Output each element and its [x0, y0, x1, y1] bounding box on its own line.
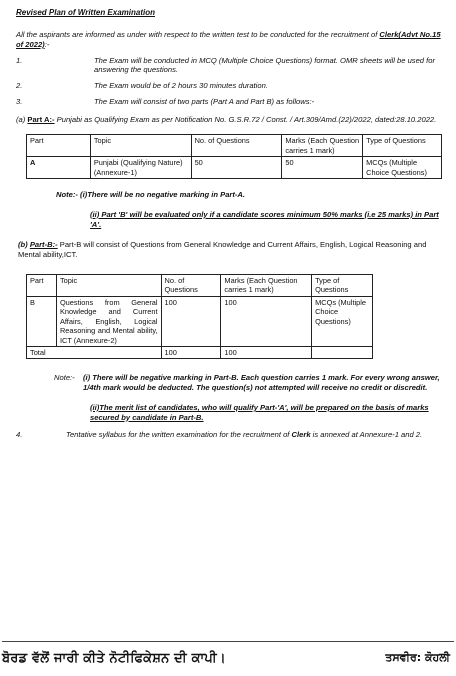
table-header-cell: Topic [56, 274, 161, 296]
table-cell: 50 [282, 157, 363, 179]
photo-credit: ਤਸਵੀਰ: ਕੋਹਲੀ [385, 651, 450, 664]
point-text: The Exam would be of 2 hours 30 minutes duration. [94, 81, 268, 91]
point-text: The Exam will be conducted in MCQ (Multiple Choice Questions) format. OMR sheets will be used for answering the questions. [94, 55, 436, 75]
table-header-cell: No. of Questions [161, 274, 221, 296]
note-body: (i) There will be negative marking in Part-B. Each question carries 1 mark. For every wrong answer, 1/4th mark would be deducted. The question(s) not attempted will receive no credit or discredit. [83, 373, 440, 393]
table-cell: Total [27, 347, 162, 359]
note-prefix: Note:- [54, 373, 75, 383]
table-cell: MCQs (Multiple Choice Questions) [363, 157, 442, 179]
table-header-cell: Topic [90, 135, 191, 157]
point-1 [14, 56, 442, 75]
table-cell: Questions from General Knowledge and Current Affairs, English, Logical Reasoning and Mental ability, ICT (Annexure-2) [56, 296, 161, 346]
point-number: 2. [16, 81, 23, 91]
document-title: Revised Plan of Written Examination [16, 8, 155, 17]
table-cell [312, 347, 373, 359]
point-4-suffix: is annexed at Annexure-1 and 2. [310, 430, 423, 440]
table-cell: 50 [191, 157, 282, 179]
table-header-cell: Marks (Each Question carries 1 mark) [221, 274, 312, 296]
table-cell: MCQs (Multiple Choice Questions) [312, 296, 373, 346]
table-header-cell: Type of Questions [363, 135, 442, 157]
table-row [27, 296, 373, 346]
table-header-cell: No. of Questions [191, 135, 282, 157]
intro-paragraph [16, 30, 442, 49]
table-cell: 100 [161, 296, 221, 346]
table-total-row [27, 347, 373, 359]
clerk-advt: Clerk(Advt No.15 of 2022) [16, 30, 441, 49]
photo-caption [0, 646, 456, 670]
table-header-cell: Part [27, 274, 57, 296]
caption-text: ਬੋਰਡ ਵੱਲੋਂ ਜਾਰੀ ਕੀਤੇ ਨੋਟੀਫਿਕੇਸ਼ਨ ਦੀ ਕਾਪੀ। [2, 650, 226, 666]
part-a-note-1: Note:- (i)There will be no negative marking in Part-A. [56, 190, 246, 200]
part-a-note-2: (ii) Part 'B' will be evaluated only if a candidate scores minimum 50% marks (i.e 25 marks) in Part 'A'. [90, 209, 439, 229]
notice-document [14, 6, 442, 440]
point-number: 1. [16, 55, 23, 65]
table-header-row [27, 274, 373, 296]
point-4 [14, 430, 442, 440]
part-b-text: Part-B will consist of Questions from General Knowledge and Current Affairs, English, Logical Reasoning and Mental ability,ICT. [18, 240, 427, 260]
table-cell: 100 [161, 347, 221, 359]
part-a-label: Part A:- [27, 114, 55, 124]
table-header-cell: Marks (Each Question carries 1 mark) [282, 135, 363, 157]
table-cell: 100 [221, 347, 312, 359]
part-b-description [14, 240, 442, 259]
part-b-prefix: (b) [18, 240, 30, 250]
table-row [27, 157, 442, 179]
table-cell: 100 [221, 296, 312, 346]
table-header-cell: Type of Questions [312, 274, 373, 296]
point-number: 3. [16, 96, 23, 106]
part-b-table [26, 274, 373, 360]
part-b-note-1 [54, 373, 442, 392]
intro-text: All the aspirants are informed as under with respect to the written test to be conducted for the recruitment of [16, 30, 380, 40]
table-cell: Punjabi (Qualifying Nature) (Annexure-1) [90, 157, 191, 179]
part-a-description [14, 115, 442, 125]
table-header-cell: Part [27, 135, 91, 157]
point-3 [14, 97, 442, 107]
point-text [66, 430, 422, 440]
point-4-text: Tentative syllabus for the written examination for the recruitment of [66, 430, 292, 440]
intro-suffix: :- [44, 39, 50, 49]
point-2 [14, 81, 442, 91]
point-4-clerk: Clerk [291, 430, 311, 440]
table-cell: A [27, 157, 91, 179]
part-b-note-2: (ii)The merit list of candidates, who will qualify Part-'A', will be prepared on the basis of marks secured by candidate in Part-B. [90, 402, 429, 422]
part-b-label: Part-B:- [29, 240, 58, 250]
table-cell: B [27, 296, 57, 346]
divider [2, 641, 454, 642]
point-number: 4. [16, 430, 23, 440]
part-a-text: Punjabi as Qualifying Exam as per Notification No. G.S.R.72 / Const. / Art.309/Amd.(22)/2022, dated:28.10.2022. [54, 114, 437, 124]
part-a-table [26, 134, 442, 179]
part-a-prefix: (a) [16, 114, 28, 124]
table-header-row [27, 135, 442, 157]
point-text: The Exam will consist of two parts (Part A and Part B) as follows:- [94, 96, 315, 106]
